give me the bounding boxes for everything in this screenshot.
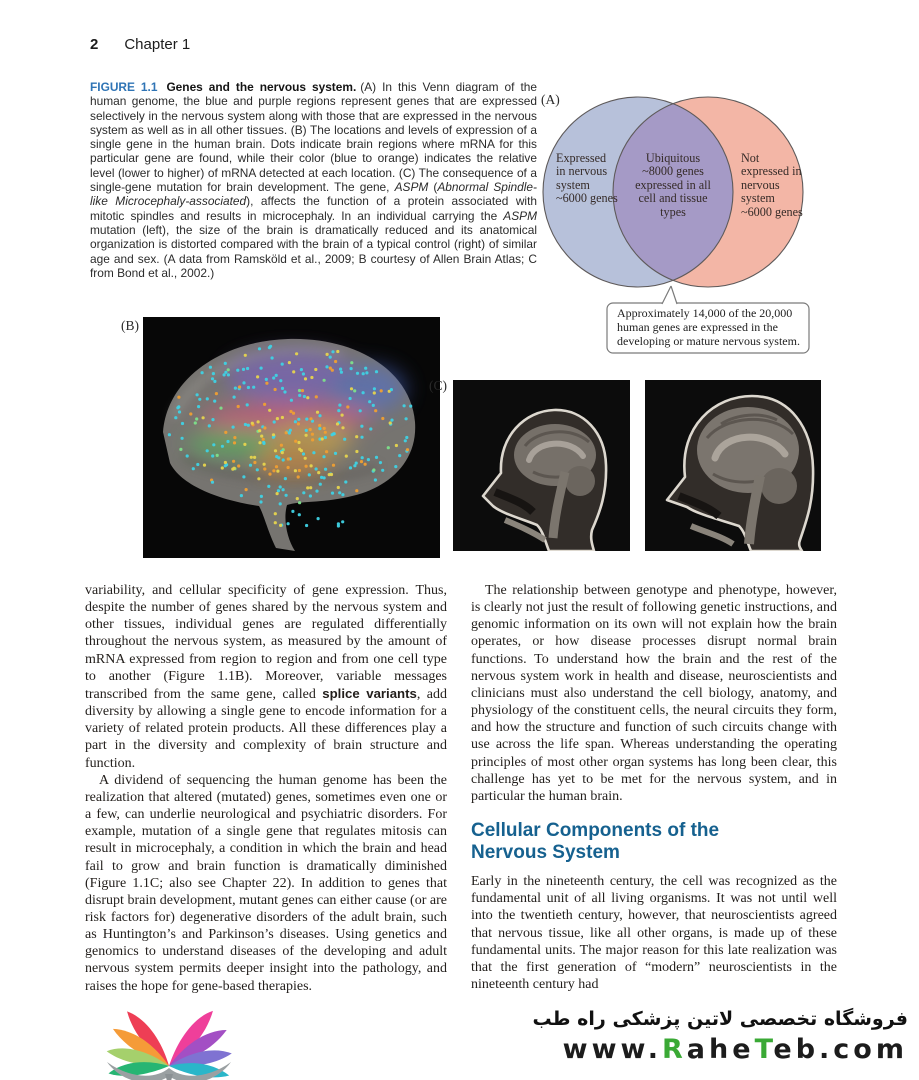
url-text: ahe bbox=[686, 1034, 755, 1065]
key-term-splice-variants: splice variants bbox=[322, 685, 417, 701]
store-name-farsi: فروشگاه تخصصی لاتین پزشکی راه طب bbox=[532, 1008, 908, 1030]
url-text: www. bbox=[562, 1034, 662, 1065]
panel-c-label: (C) bbox=[429, 378, 447, 393]
page-number: 2 bbox=[90, 36, 99, 53]
panel-b-label: (B) bbox=[121, 318, 139, 333]
url-text-green: R bbox=[662, 1034, 687, 1065]
paragraph-text: variability, and cellular specificity of gene expression. Thus, despite the number of genes shared by the nervous system and other tissues, individual genes are regulated differentially throughout the nervous system, as measured by the amount of mRNA expressed from region to region and from one cell type to another (Figure 1.1B). Moreover, variable messages transcribed from the same gene, called bbox=[85, 583, 447, 702]
figure-caption bbox=[90, 80, 537, 280]
figure-caption-label: FIGURE 1.1 bbox=[90, 80, 158, 94]
raheteb-book-logo bbox=[98, 1006, 238, 1080]
figure-caption-title: Genes and the nervous system. bbox=[166, 80, 357, 94]
left-text-column bbox=[85, 582, 447, 1018]
gene-name-italic: ASPM bbox=[394, 180, 429, 195]
section-heading: Cellular Components of the Nervous System bbox=[471, 820, 720, 864]
running-header bbox=[90, 36, 190, 53]
figure-caption-text: ), affects the function of a protein associated with mitotic spindles and results in microcephaly. In an individual carrying the bbox=[90, 194, 537, 223]
paragraph-text: , add diversity by allowing a single gene to encode information for a variety of related protein products. All these differences play a part in the diversity and complexity of brain structure and function. bbox=[85, 686, 447, 771]
mri-microcephaly-scan bbox=[453, 380, 630, 551]
cerebellum bbox=[565, 466, 595, 496]
gene-name-italic: ASPM bbox=[503, 208, 537, 223]
venn-right-label: Not expressed in nervous system ~6000 genes bbox=[741, 151, 803, 219]
gene-fullname-italic: Abnormal Spindle-like Microcephaly-associated bbox=[90, 180, 537, 209]
right-text-column bbox=[471, 582, 837, 1020]
chapter-title: Chapter 1 bbox=[124, 36, 191, 53]
cerebellum bbox=[761, 468, 797, 504]
paragraph: The relationship between genotype and phenotype, however, is clearly not just the result of following genetic instructions, and genomic information on its own will not explain how the brain operates, or how disease processes disrupt normal brain functions. To understand how the brain and the rest of the nervous system work in health and disease, neuroscientists and clinicians must also understand the cell biology, anatomy, and physiology of the constituent cells, the neural circuits they form, and how the structure and function of such circuits change with use across the life span. Whereas understanding the operating principles of most other organ systems has long been clear, this challenge has yet to be met for the nervous system, and in particular the human brain. bbox=[471, 583, 837, 804]
panel-a-label: (A) bbox=[541, 92, 560, 107]
paragraph bbox=[85, 582, 447, 772]
figure-caption-text: mutation (left), the size of the brain is dramatically reduced and its anatomical organization is distorted compared with the brain of a typical control (right) of similar age and sex. (A data from Ramsköld et al., 2009; B courtesy of Allen Brain Atlas; C from Bond et al., 2002.) bbox=[90, 222, 537, 280]
website-url bbox=[533, 1032, 908, 1068]
figure-caption-text: (A) In this Venn diagram of the human genome, the blue and purple regions represent genes that are expressed selectively in the nervous system along with those that are expressed in the nervous system as well as in all other tissues. (B) The locations and levels of expression of a single gene in the human brain. Dots indicate brain regions where mRNA for this particular gene are found, while their color (blue to orange) indicates the relative level (lower to higher) of mRNA detected at each location. (C) The consequence of a single-gene mutation for brain development. The gene, bbox=[90, 80, 537, 195]
paragraph: Early in the nineteenth century, the cell was recognized as the fundamental unit of all living organisms. It was not until well into the twentieth century, however, that neuroscientists agreed that nervous tissue, like all other organs, is made up of these fundamental units. The major reason for this late realization was that the first generation of “modern” neuroscientists in the nineteenth century had bbox=[471, 874, 837, 992]
figure-caption-text: ( bbox=[428, 180, 438, 195]
mri-control-scan bbox=[645, 380, 821, 551]
venn-left-label: Expressed in nervous system ~6000 genes bbox=[556, 151, 618, 206]
venn-middle-label: Ubiquitous ~8000 genes expressed in all cell and tissue types bbox=[635, 151, 711, 219]
paragraph: A dividend of sequencing the human genome has been the realization that altered (mutated) genes, sometimes even one or a few, can underlie neurological and psychiatric disorders. For example, mutation of a single gene that regulates mitosis can result in microcephaly, a condition in which the brain and head fail to grow and brain function is dramatically diminished (Figure 1.1C; also see Chapter 22). In addition to genes that disrupt brain development, mutant genes can either cause (or are risk factors for) degenerative disorders of the adult brain, such as Huntington’s and Parkinson’s diseases. Using genetics and genomics to understand diseases of the developing and adult nervous system permits deeper insight into the pathology, and raises the hope for gene-based therapies. bbox=[85, 772, 447, 994]
footer-watermark bbox=[533, 1006, 908, 1068]
url-text-green: T bbox=[754, 1034, 774, 1065]
brain-expression-image bbox=[143, 317, 440, 558]
url-text: eb.com bbox=[773, 1034, 908, 1065]
venn-callout-text: Approximately 14,000 of the 20,000 human genes are expressed in the developing or mature nervous system. bbox=[617, 306, 800, 348]
